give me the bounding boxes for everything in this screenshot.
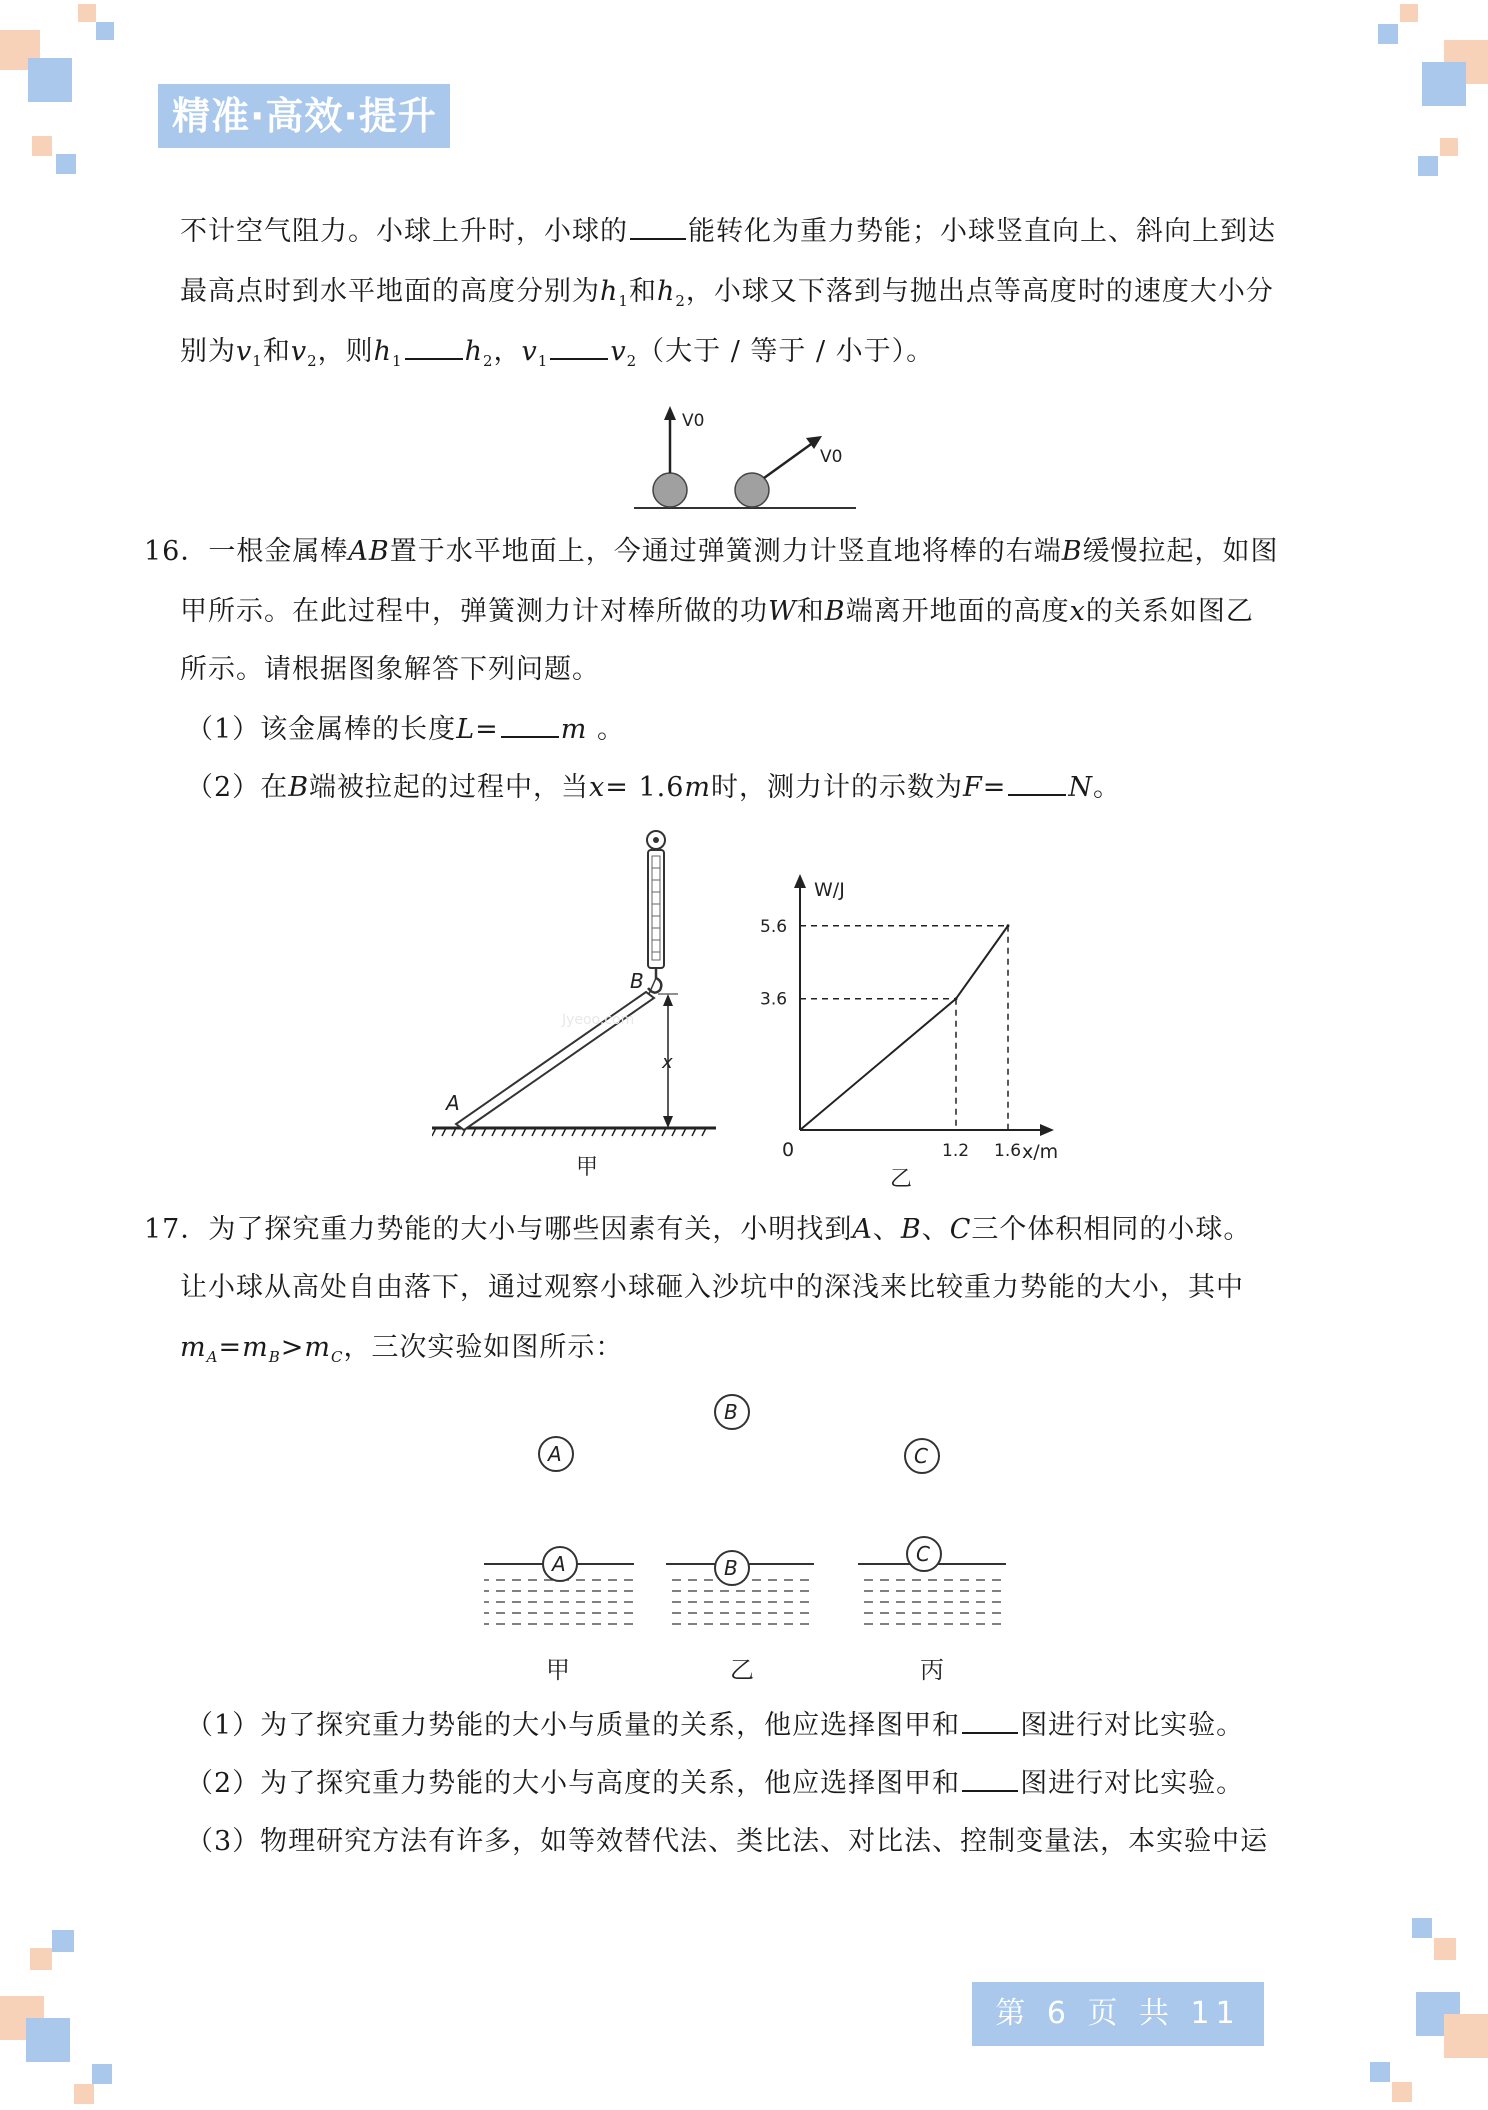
y-axis-arrow [794,874,806,888]
data-point [955,997,958,1000]
q17-line-1: 17．为了探究重力势能的大小与哪些因素有关，小明找到A、B、C三个体积相同的小球。 [144,1214,1252,1245]
figure-label-bing: 丙 [920,1656,944,1684]
svg-text:B: B [724,1556,738,1580]
origin-label: 0 [782,1139,795,1161]
q15-line-3: 别为$v_1$和$v_2$，则$h_1$ $h_2$，$v_1$ $v_2$（大于 / 等于 / 小于）。 [180,332,934,381]
answer-blank[interactable] [962,1764,1018,1792]
sand-pit-yi [666,1551,814,1626]
x-tick-label: 1.6 [994,1141,1022,1161]
watermark: Jyeoo.com [562,1012,635,1028]
q15-line-1: 不计空气阻力。小球上升时，小球的 能转化为重力势能；小球竖直向上、斜向上到达 [180,212,1276,252]
header-brand-banner: 精准·高效·提升 [158,84,450,148]
y-tick-label: 3.6 [760,989,788,1010]
rod-end-b-label: B [630,969,644,993]
q16-subquestion-1: （1）该金属棒的长度L= m 。 [186,710,625,750]
svg-text:C: C [914,1444,928,1468]
series-segment-1 [956,926,1008,999]
figure-jia-label: 甲 [576,1155,599,1180]
ball-c-high [905,1439,939,1473]
v0-label-vertical: V0 [682,411,705,431]
q17-figure-sand-pits [480,1388,1020,1688]
q15-figure-balls [630,400,860,514]
q17-line-3: $m_A=m_B>m_C$，三次实验如图所示： [180,1332,624,1366]
answer-blank[interactable] [962,1706,1018,1734]
ball-b-high [715,1395,749,1429]
q16-figure-spring-scale [432,828,722,1188]
y-axis-label: W/J [814,879,845,901]
data-point [1007,924,1010,927]
answer-blank[interactable] [501,710,559,738]
series-segment-0 [800,999,956,1130]
x-axis-label: x/m [1022,1141,1059,1163]
rod-end-a-label: A [446,1091,460,1115]
page-number: 第 6 页 共 11 页 [972,1982,1264,2046]
sand-pit-bing [858,1537,1006,1626]
height-x-label: x [662,1052,673,1073]
svg-text:B: B [724,1400,738,1424]
answer-blank[interactable] [630,212,686,240]
q17-subquestion-3: （3）物理研究方法有许多，如等效替代法、类比法、对比法、控制变量法，本实验中运 [186,1826,1269,1857]
figure-label-jia: 甲 [546,1656,570,1684]
y-tick-label: 5.6 [760,916,788,937]
figure-label-yi: 乙 [730,1656,754,1684]
answer-blank[interactable] [1008,768,1066,796]
v0-label-oblique: V0 [820,447,843,467]
q15-line-2: 最高点时到水平地面的高度分别为$h_1$和$h_2$，小球又下落到与抛出点等高度时的速度大小分 [180,276,1274,310]
q16-subquestion-2: （2）在B端被拉起的过程中，当x= 1.6m时，测力计的示数为F= N。 [186,768,1121,808]
q16-work-height-chart [750,868,1070,1192]
answer-blank[interactable] [405,332,463,360]
svg-text:A: A [552,1552,566,1576]
svg-text:A: A [548,1442,562,1466]
q17-subquestion-1: （1）为了探究重力势能的大小与质量的关系，他应选择图甲和 图进行对比实验。 [186,1706,1244,1746]
answer-blank[interactable] [550,332,608,360]
q16-line-3: 所示。请根据图象解答下列问题。 [180,654,600,685]
x-axis-arrow [1040,1124,1054,1136]
svg-text:C: C [916,1542,930,1566]
sand-pit-jia [484,1547,634,1626]
x-tick-label: 1.2 [942,1141,970,1161]
figure-yi-label: 乙 [890,1167,913,1192]
q17-subquestion-2: （2）为了探究重力势能的大小与高度的关系，他应选择图甲和 图进行对比实验。 [186,1764,1244,1804]
q16-line-1: 16．一根金属棒AB置于水平地面上，今通过弹簧测力计竖直地将棒的右端B缓慢拉起，如图 [144,536,1279,567]
ball-a-high [539,1437,573,1471]
q16-line-2: 甲所示。在此过程中，弹簧测力计对棒所做的功W和B端离开地面的高度x的关系如图乙 [180,596,1254,627]
q17-line-2: 让小球从高处自由落下，通过观察小球砸入沙坑中的深浅来比较重力势能的大小，其中 [180,1272,1244,1303]
